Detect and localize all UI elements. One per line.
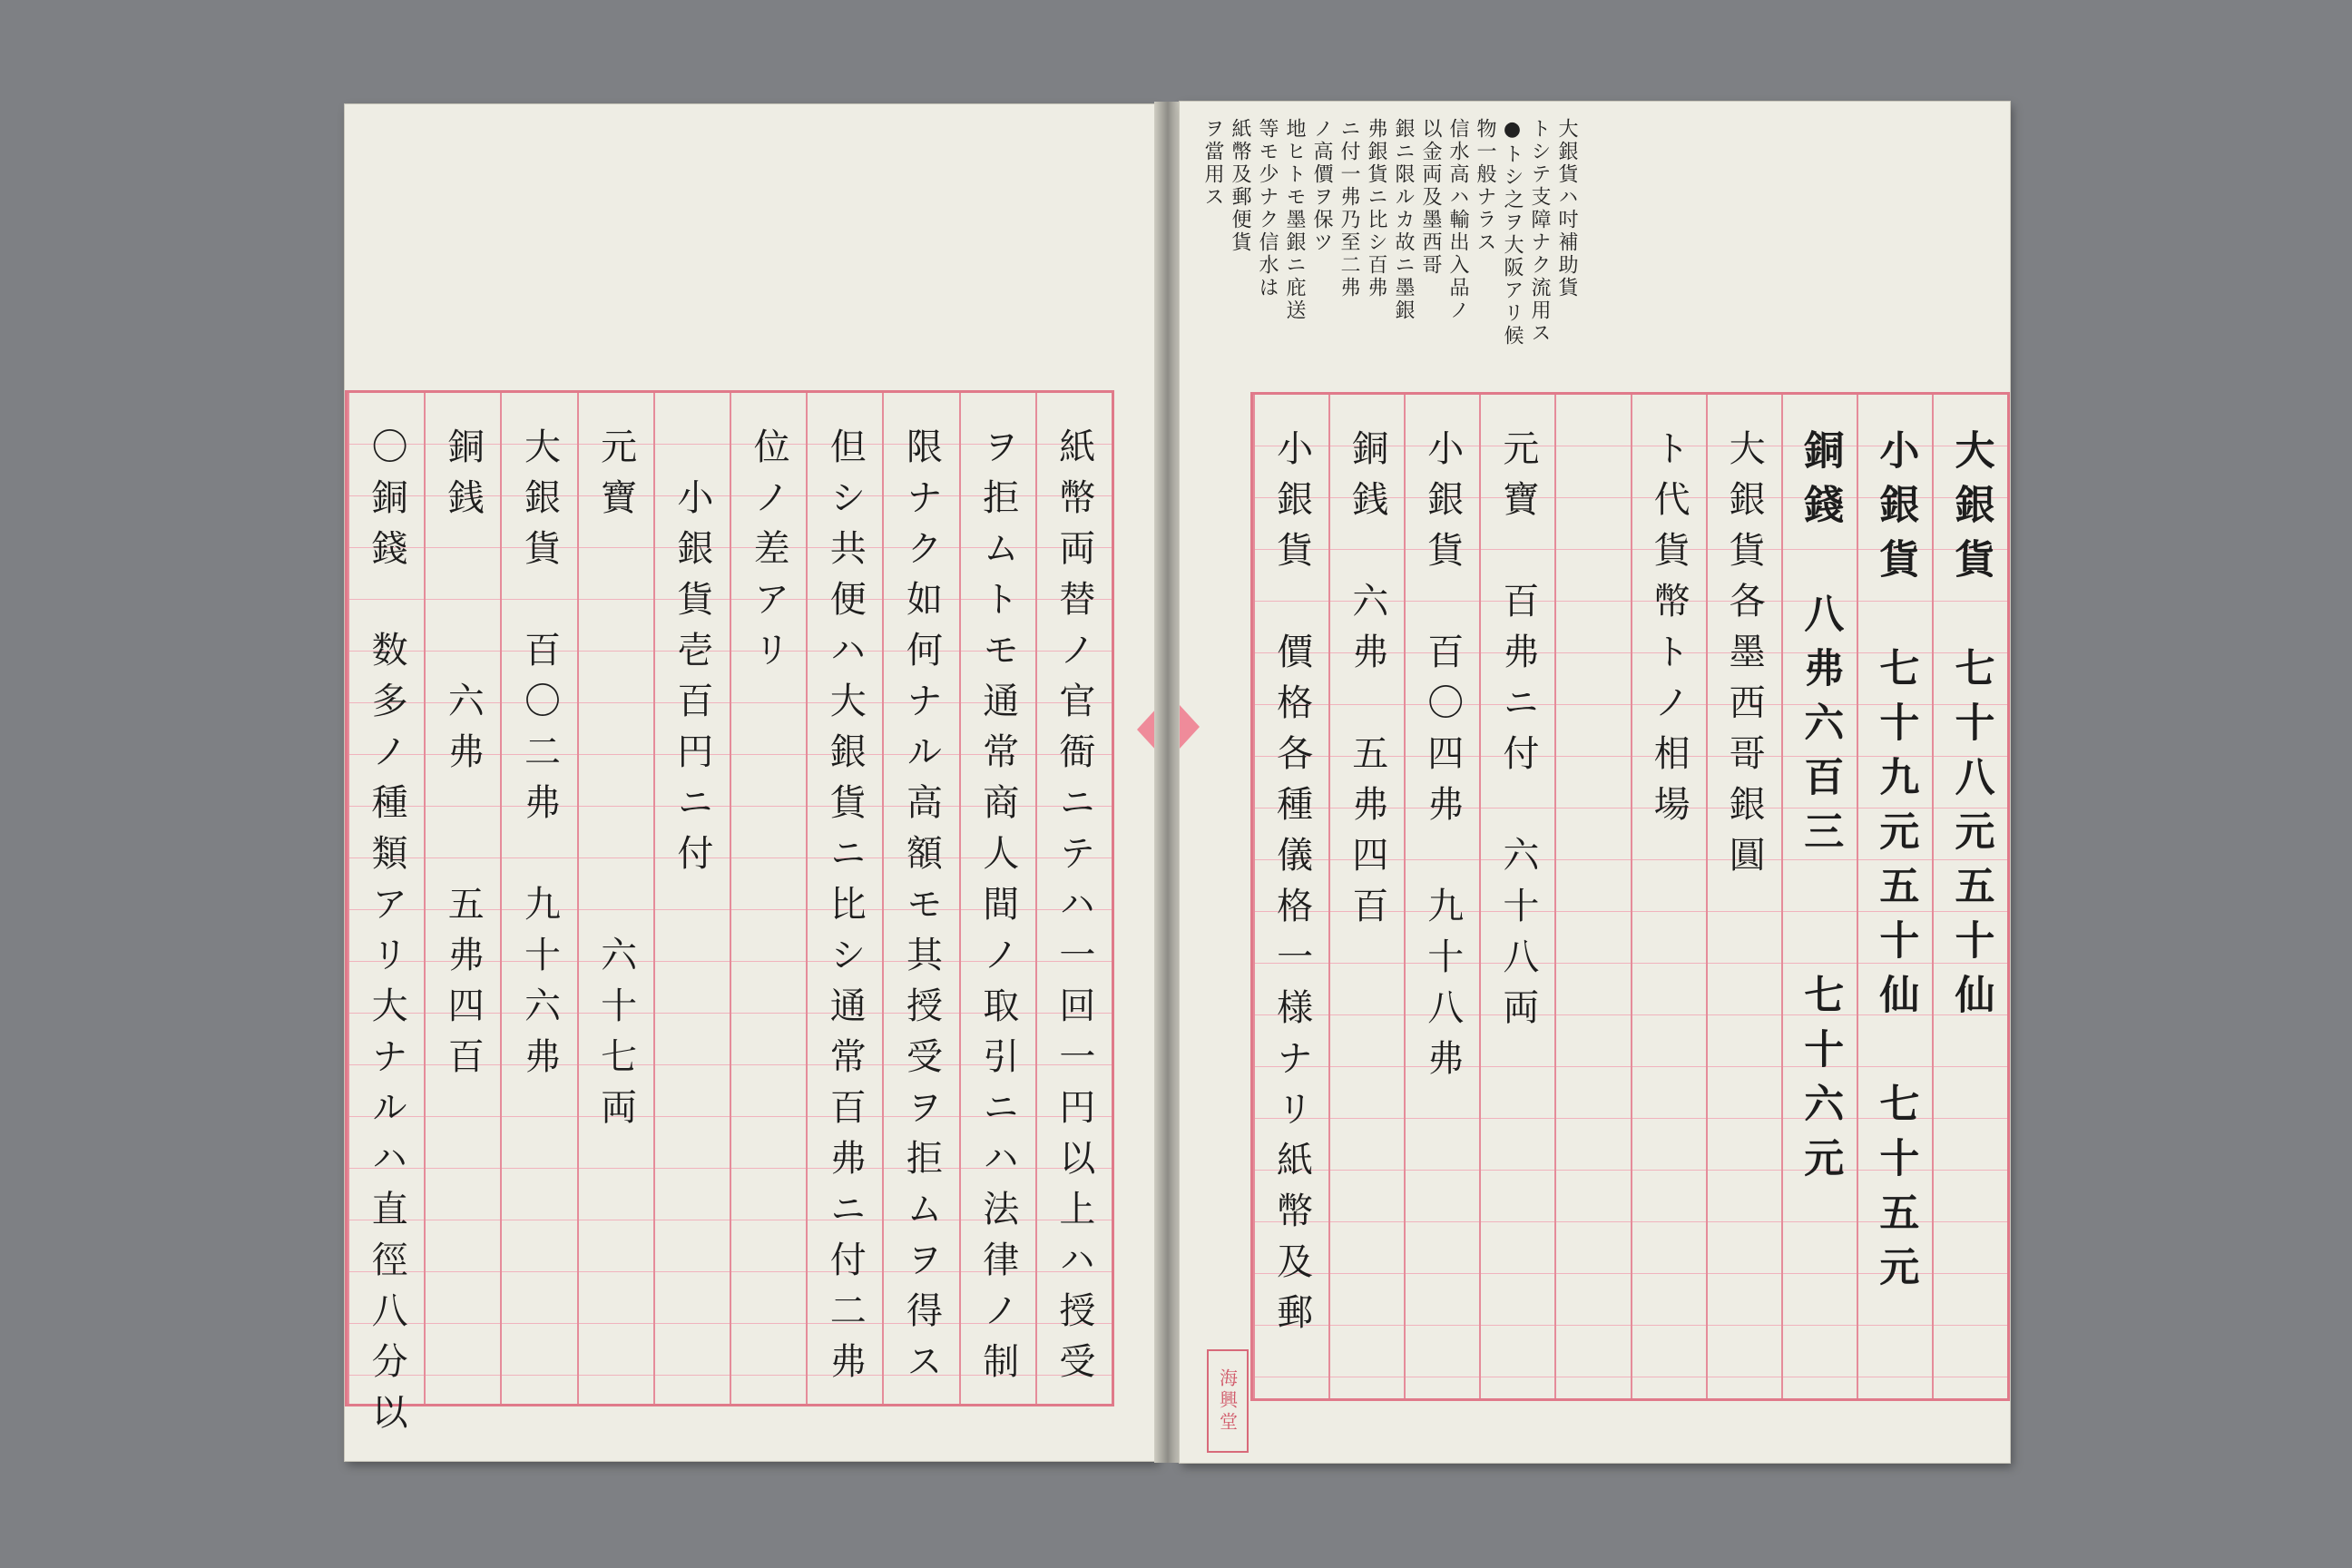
column-text: 大銀貨各墨西哥銀圓: [1723, 429, 1766, 887]
column-text: 小銀貨壱百円ニ付: [671, 427, 713, 885]
manuscript-column: [1706, 395, 1781, 1398]
manuscript-column: [1253, 395, 1328, 1398]
margin-note-line: 大銀貨ハ吋補助貨: [1555, 118, 1578, 299]
column-text: 小銀貨 百〇四弗 九十八弗: [1421, 429, 1464, 1090]
manuscript-column: [577, 393, 653, 1404]
book-spine: [1154, 102, 1181, 1463]
left-ruled-grid: [345, 390, 1114, 1444]
manuscript-column: [500, 393, 576, 1404]
margin-note-line: ヲ當用ス: [1201, 118, 1224, 209]
column-text: 但シ共便ハ大銀貨ニ比シ通常百弗ニ付二弗: [824, 427, 867, 1393]
column-text: 〇銅錢 数多ノ種類アリ大ナルハ直徑八分以: [366, 427, 408, 1444]
manuscript-column: [959, 393, 1035, 1404]
column-text: 元寶 六十七両: [594, 427, 637, 1139]
margin-note-line: 以金両及墨西哥: [1419, 118, 1442, 277]
left-page: [345, 104, 1157, 1461]
right-page: [1180, 102, 2010, 1463]
collector-seal: 海興堂: [1207, 1349, 1249, 1453]
manuscript-column: [653, 393, 730, 1404]
manuscript-column: [1554, 395, 1630, 1398]
column-text: ト代貨幣トノ相場: [1648, 429, 1690, 836]
margin-note-line: 物一般ナラス: [1474, 118, 1496, 254]
manuscript-column: [1781, 395, 1857, 1398]
manuscript-column: [1631, 395, 1706, 1398]
manuscript-column: [1328, 395, 1404, 1398]
manuscript-column: [882, 393, 958, 1404]
manuscript-column: [806, 393, 882, 1404]
manuscript-column: [1857, 395, 1932, 1398]
margin-note-line: 地ヒトモ墨銀ニ庇送: [1283, 118, 1306, 322]
manuscript-column: [348, 393, 424, 1444]
margin-note-line: ●トシ之ヲ大阪アリ候: [1501, 118, 1524, 348]
margin-note-line: 銀ニ限ルカ故ニ墨銀: [1392, 118, 1415, 322]
manuscript-column: [1035, 393, 1112, 1404]
column-text: ヲ拒ムトモ通常商人間ノ取引ニハ法律ノ制: [976, 427, 1019, 1393]
manuscript-column: [424, 393, 500, 1404]
margin-note-line: ニ付一弗乃至二弗: [1338, 118, 1360, 299]
margin-note-line: ノ高價ヲ保ツ: [1310, 118, 1333, 254]
manuscript-column: [1932, 395, 2007, 1398]
column-text: 銅銭 六弗 五弗四百: [1346, 429, 1388, 937]
column-text: 限ナク如何ナル高額モ其授受ヲ拒ムヲ得ス: [900, 427, 943, 1393]
column-text: 大銀貨 百〇二弗 九十六弗: [518, 427, 561, 1088]
manuscript-column: [1479, 395, 1554, 1398]
column-text: 紙幣両替ノ官衙ニテハ一回一円以上ハ授受: [1053, 427, 1095, 1393]
margin-note-line: 紙幣及郵便貨: [1229, 118, 1251, 254]
column-text: 元寶 百弗ニ付 六十八両: [1496, 429, 1539, 1039]
column-text: 小銀貨 價格各種儀格一様ナリ紙幣及郵: [1270, 429, 1313, 1344]
column-text: 銅錢 八弗六百三 七十六元: [1797, 429, 1844, 1191]
column-text: 大銀貨 七十八元五十仙: [1947, 429, 1994, 1028]
manuscript-column: [730, 393, 806, 1404]
fold-marker: [1180, 705, 1200, 749]
margin-note-line: 弗銀貨ニ比シ百弗: [1365, 118, 1387, 299]
column-text: 位ノ差アリ: [748, 427, 790, 681]
margin-note-line: 信水高ハ輸出入品ノ: [1446, 118, 1469, 322]
manuscript-column: [1404, 395, 1479, 1398]
column-text: 小銀貨 七十九元五十仙 七十五元: [1872, 429, 1919, 1300]
column-text: 銅銭 六弗 五弗四百: [442, 427, 485, 1088]
margin-notes: [1202, 118, 1576, 390]
margin-note-line: 等モ少ナク信水は: [1256, 118, 1279, 299]
margin-note-line: トシテ支障ナク流用ス: [1528, 118, 1551, 345]
right-ruled-grid: [1250, 392, 2010, 1401]
